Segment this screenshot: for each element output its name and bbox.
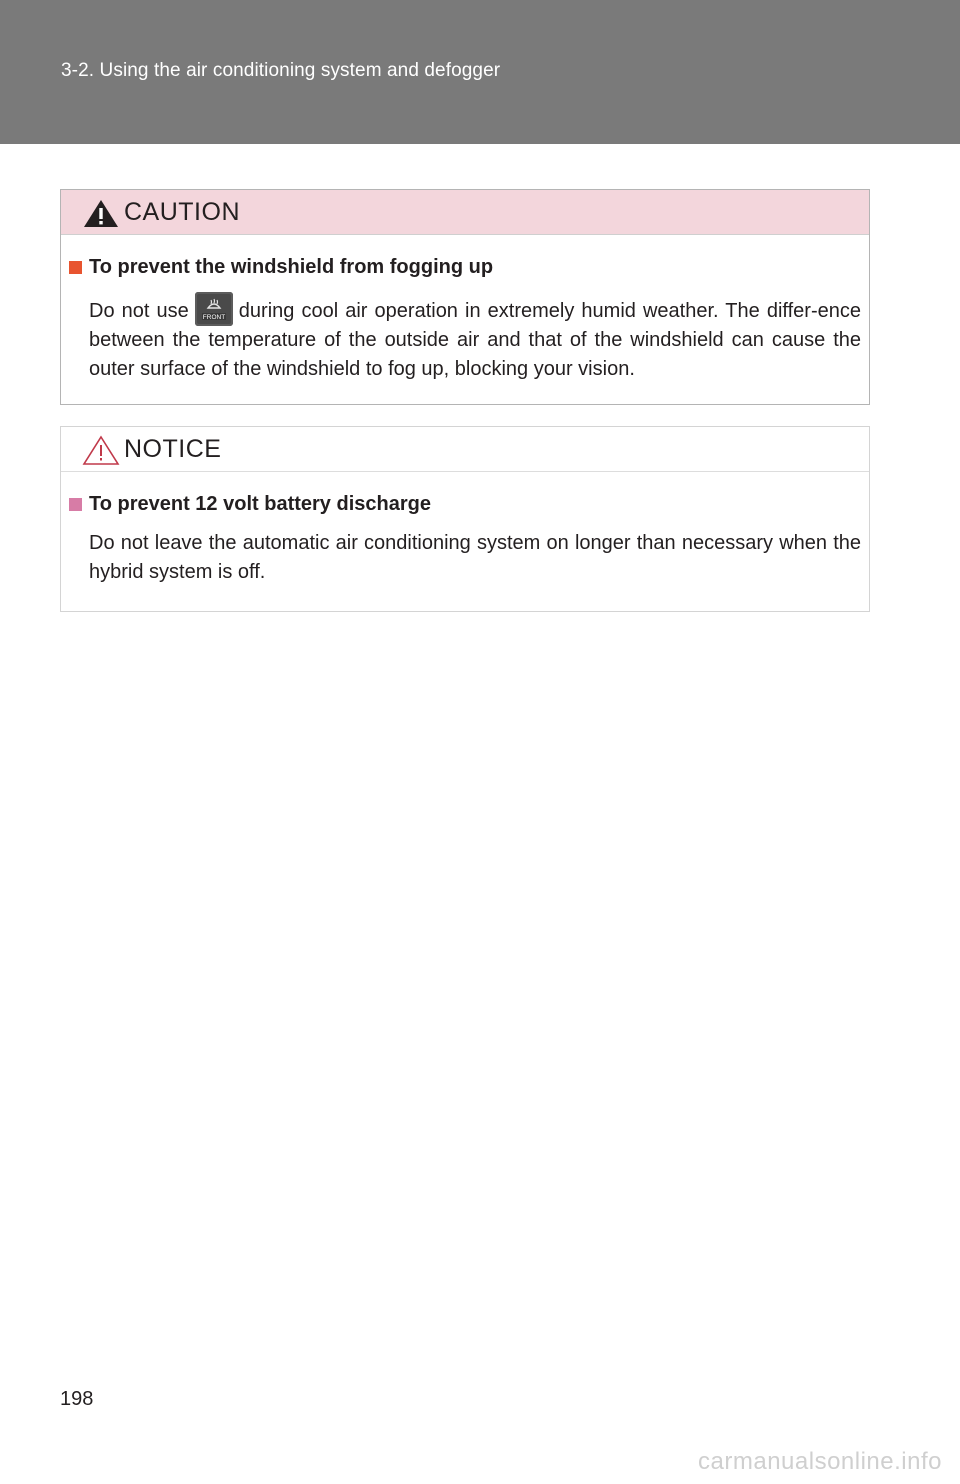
warning-triangle-icon bbox=[82, 197, 120, 229]
caution-item-title bbox=[69, 256, 493, 279]
caution-body-before-icon: Do not use bbox=[89, 300, 189, 322]
header-band bbox=[0, 0, 960, 144]
caution-box bbox=[60, 189, 870, 405]
caution-item-title-text: To prevent the windshield from fogging up bbox=[89, 256, 494, 278]
front-label: FRONT bbox=[202, 314, 225, 321]
notice-triangle-icon bbox=[82, 434, 120, 466]
caution-header bbox=[61, 190, 869, 235]
front-defogger-button-icon bbox=[195, 292, 233, 326]
notice-item-body: Do not leave the automatic air conditioning system on longer than necessary when the hybrid system is off. bbox=[89, 532, 861, 583]
notice-bullet-icon bbox=[69, 498, 82, 511]
caution-item-body bbox=[89, 292, 861, 384]
notice-item-title-text: To prevent 12 volt battery discharge bbox=[89, 493, 431, 515]
section-title: 3-2. Using the air conditioning system and defogger bbox=[61, 60, 501, 81]
caution-body-after-icon: during cool air operation in extremely humid weather. The differ-ence between the temperature of the outside air and that of the windshield can cause the outer surface of the windshield to fog up, blocking your vision. bbox=[89, 300, 861, 380]
notice-box bbox=[60, 426, 870, 612]
page-number: 198 bbox=[60, 1388, 94, 1410]
caution-label: CAUTION bbox=[124, 198, 240, 226]
notice-label: NOTICE bbox=[124, 435, 222, 463]
watermark: carmanualsonline.info bbox=[698, 1448, 942, 1475]
notice-item-title bbox=[69, 493, 431, 516]
notice-header bbox=[61, 427, 869, 472]
caution-bullet-icon bbox=[69, 261, 82, 274]
